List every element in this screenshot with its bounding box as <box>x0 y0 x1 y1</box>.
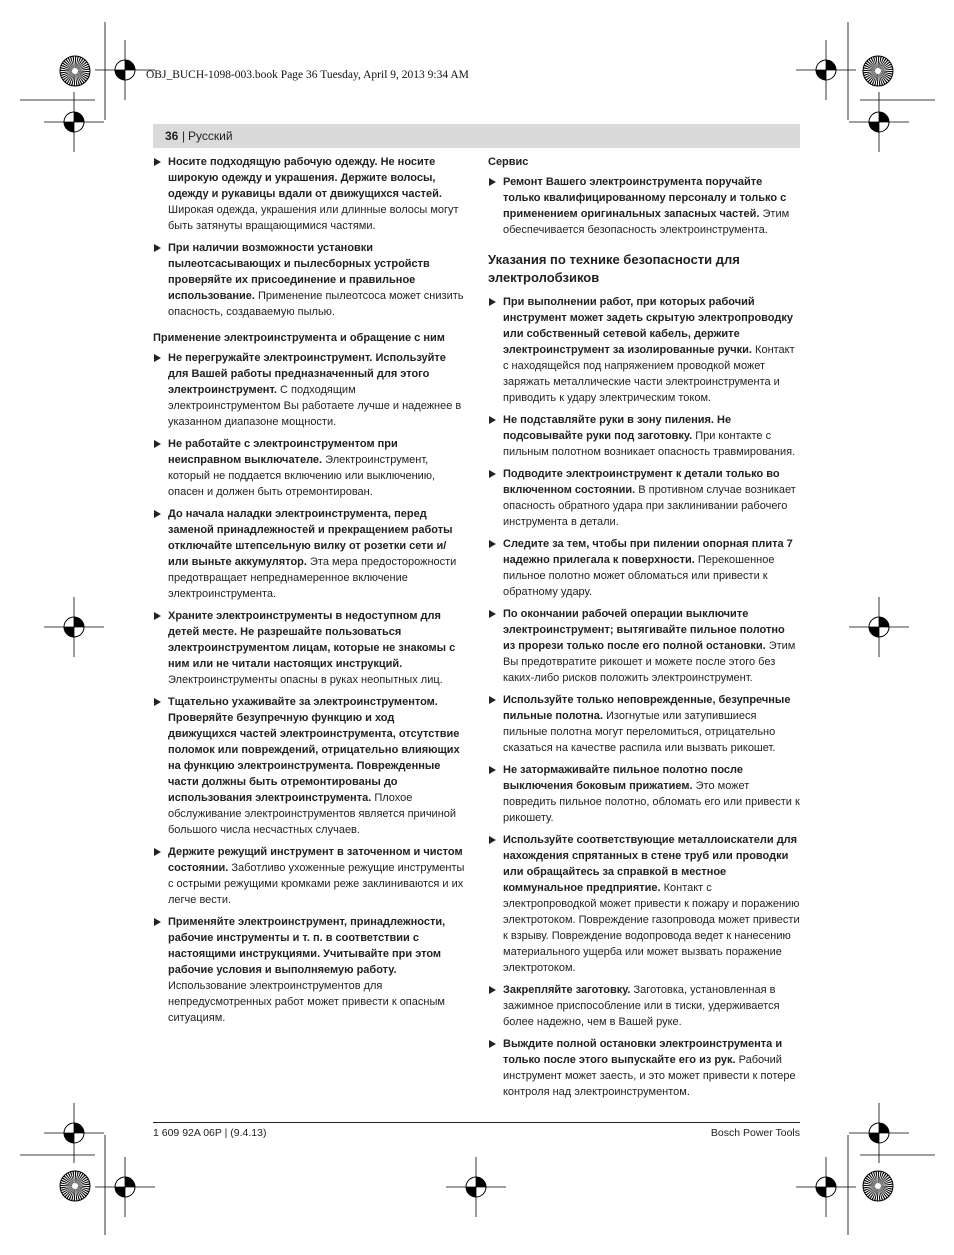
bullet-bold-text: Не работайте с электроинструментом при неисправном выключателе. <box>168 438 398 466</box>
bullet-bold-text: Тщательно ухаживайте за электроинструментом. Проверяйте безупречную функцию и ход движущихся частей электроинструмента, отсутствие поломок или повреждений, отрицательно влияющих на функцию электроинструмента. Поврежденные части должны быть отремонтированы до использования электроинструмента. <box>168 696 460 804</box>
bullet-body-text: Заготовка, установленная в зажимное приспособление или в тиски, удерживается более надежно, чем в Вашей руке. <box>503 984 780 1028</box>
bullet-item <box>153 844 465 908</box>
bullet-body-text: Перекошенное пильное полотно может обломаться или привести к обратному удару. <box>503 554 775 598</box>
triangle-bullet-icon <box>154 698 161 706</box>
bullet-body-text: Этим Вы предотвратите рикошет и можете после этого без каких-либо рисков положить электроинструмент. <box>503 640 796 684</box>
bullet-body-text: При контакте с пильным полотном возникает опасность травмирования. <box>503 430 796 458</box>
bullet-item <box>153 694 465 838</box>
bullet-item <box>488 174 800 238</box>
bullet-body-text: В противном случае возникает опасность обратного удара при заклинивании рабочего инструмента в детали. <box>503 484 796 528</box>
triangle-bullet-icon <box>154 848 161 856</box>
bullet-body-text: Контакт с находящейся под напряжением проводкой может заряжать металлические части электроинструмента и приводить к удару электрическим током. <box>503 344 795 404</box>
bullet-bold-text: Ремонт Вашего электроинструмента поручайте только квалифицированному персоналу и только с применением оригинальных запасных частей. <box>503 176 787 220</box>
bullet-item <box>153 436 465 500</box>
triangle-bullet-icon <box>489 610 496 618</box>
triangle-bullet-icon <box>489 836 496 844</box>
page-number: 36 <box>165 129 179 143</box>
bullet-bold-text: Выждите полной остановки электроинструмента и только после этого выпускайте его из рук. <box>503 1038 783 1066</box>
bullet-item <box>153 350 465 430</box>
service-heading: Сервис <box>488 156 529 168</box>
triangle-bullet-icon <box>489 1040 496 1048</box>
bullet-item <box>488 762 800 826</box>
bullet-item <box>153 914 465 1026</box>
bullet-item <box>488 606 800 686</box>
triangle-bullet-icon <box>154 510 161 518</box>
triangle-bullet-icon <box>154 612 161 620</box>
bullet-item <box>153 240 465 320</box>
bullet-bold-text: Используйте соответствующие металлоискатели для нахождения спрятанных в стене труб или проводки или обращайтесь за справкой в местное коммунальное предприятие. <box>503 834 798 894</box>
bullet-item <box>488 982 800 1030</box>
bullet-body-text: Применение пылеотсоса может снизить опасность, создаваемую пылью. <box>168 290 464 318</box>
bullet-body-text: Заботливо ухоженные режущие инструменты с острыми режущими кромками реже заклиниваются и их легче вести. <box>168 862 465 906</box>
bullet-bold-text: До начала наладки электроинструмента, перед заменой принадлежностей и прекращением работы отключайте штепсельную вилку от розетки сети и/или выньте аккумулятор. <box>168 508 453 568</box>
bullet-item <box>488 412 800 460</box>
triangle-bullet-icon <box>154 244 161 252</box>
bullet-body-text: Электроинструмент, который не поддается включению или выключению, опасен и должен быть отремонтирован. <box>168 454 436 498</box>
bullet-bold-text: При выполнении работ, при которых рабочий инструмент может задеть скрытую электропроводку или собственный сетевой кабель, держите электроинструмент за изолированные ручки. <box>503 296 793 356</box>
triangle-bullet-icon <box>489 766 496 774</box>
bullet-bold-text: По окончании рабочей операции выключите электроинструмент; вытягивайте пильное полотно из прорези только после его полной остановки. <box>503 608 785 652</box>
right-column <box>488 154 800 1106</box>
bullet-item <box>153 506 465 602</box>
bullet-item <box>488 536 800 600</box>
bullet-body-text: С подходящим электроинструментом Вы работаете лучше и надежнее в указанном диапазоне мощности. <box>168 384 462 428</box>
bullet-body-text: Это может повредить пильное полотно, обломать его или привести к рикошету. <box>503 780 800 824</box>
triangle-bullet-icon <box>489 986 496 994</box>
triangle-bullet-icon <box>154 354 161 362</box>
bullet-bold-text: Не подставляйте руки в зону пиления. Не подсовывайте руки под заготовку. <box>503 414 732 442</box>
bullet-item <box>488 832 800 976</box>
bullet-body-text: Изогнутые или затупившиеся пильные полотна могут переломиться, отрицательно сказаться на качестве распила или вызвать рикошет. <box>503 710 776 754</box>
footer-rule <box>153 1122 800 1123</box>
bullet-item <box>153 154 465 234</box>
bullet-body-text: Использование электроинструментов для непредусмотренных работ может привести к опасным ситуациям. <box>168 980 445 1024</box>
triangle-bullet-icon <box>154 918 161 926</box>
bullet-bold-text: Не затормаживайте пильное полотно после выключения боковым прижатием. <box>503 764 743 792</box>
bullet-bold-text: Используйте только неповрежденные, безупречные пильные полотна. <box>503 694 791 722</box>
bullet-body-text: Контакт с электропроводкой может привести к пожару и поражению электротоком. Повреждение газопровода может привести к взрыву. Повреждение водопровода ведет к нанесению материального ущерба или может вызвать поражение электротоком. <box>503 882 800 974</box>
bullet-bold-text: Держите режущий инструмент в заточенном и чистом состоянии. <box>168 846 463 874</box>
bullet-bold-text: Применяйте электроинструмент, принадлежности, рабочие инструменты и т. п. в соответствии с настоящими инструкциями. Учитывайте при этом рабочие условия и выполняемую работу. <box>168 916 446 976</box>
bullet-bold-text: Храните электроинструменты в недоступном для детей месте. Не разрешайте пользоваться электроинструментом лицам, которые не знакомы с ним или не читали настоящих инструкций. <box>168 610 456 670</box>
page-header-bar <box>153 124 800 148</box>
bullet-body-text: Рабочий инструмент может заесть, и это может привести к потере контроля над электроинструментом. <box>503 1054 796 1098</box>
bullet-bold-text: Не перегружайте электроинструмент. Используйте для Вашей работы предназначенный для этого электроинструмент. <box>168 352 446 396</box>
bullet-item <box>153 608 465 688</box>
bullet-item <box>488 466 800 530</box>
bullet-bold-text: При наличии возможности установки пылеотсасывающих и пылесборных устройств проверяйте их присоединение и правильное использование. <box>168 242 430 302</box>
footer-brand: Bosch Power Tools <box>710 1127 800 1139</box>
header-separator: | <box>182 129 186 143</box>
triangle-bullet-icon <box>489 178 496 186</box>
bullet-bold-text: Носите подходящую рабочую одежду. Не носите широкую одежду и украшения. Держите волосы, одежду и рукавицы вдали от движущихся частей. <box>168 156 442 200</box>
bullet-bold-text: Следите за тем, чтобы при пилении опорная плита 7 надежно прилегала к поверхности. <box>503 538 793 566</box>
section-title: Указания по технике безопасности для электролобзиков <box>488 252 740 285</box>
bullet-item <box>488 692 800 756</box>
bullet-body-text: Широкая одежда, украшения или длинные волосы могут быть затянуты вращающимися частями. <box>168 204 459 232</box>
bullet-item <box>488 294 800 406</box>
triangle-bullet-icon <box>489 696 496 704</box>
bullet-body-text: Электроинструменты опасны в руках неопытных лиц. <box>168 674 443 686</box>
bullet-bold-text: Закрепляйте заготовку. <box>503 984 631 996</box>
left-column <box>153 154 465 1032</box>
bullet-item <box>488 1036 800 1100</box>
triangle-bullet-icon <box>489 416 496 424</box>
footer-doc-id: 1 609 92A 06P | (9.4.13) <box>153 1127 267 1139</box>
bullet-body-text: Этим обеспечивается безопасность электроинструмента. <box>503 208 790 236</box>
triangle-bullet-icon <box>154 440 161 448</box>
header-language: Русский <box>188 129 233 143</box>
triangle-bullet-icon <box>154 158 161 166</box>
print-info-line: OBJ_BUCH-1098-003.book Page 36 Tuesday, April 9, 2013 9:34 AM <box>146 69 469 81</box>
bullet-body-text: Эта мера предосторожности предотвращает непреднамеренное включение электроинструмента. <box>168 556 457 600</box>
bullet-bold-text: Подводите электроинструмент к детали только во включенном состоянии. <box>503 468 780 496</box>
triangle-bullet-icon <box>489 470 496 478</box>
triangle-bullet-icon <box>489 540 496 548</box>
triangle-bullet-icon <box>489 298 496 306</box>
bullet-body-text: Плохое обслуживание электроинструментов является причиной большого числа несчастных случаев. <box>168 792 457 836</box>
subsection-heading: Применение электроинструмента и обращение с ним <box>153 332 445 344</box>
